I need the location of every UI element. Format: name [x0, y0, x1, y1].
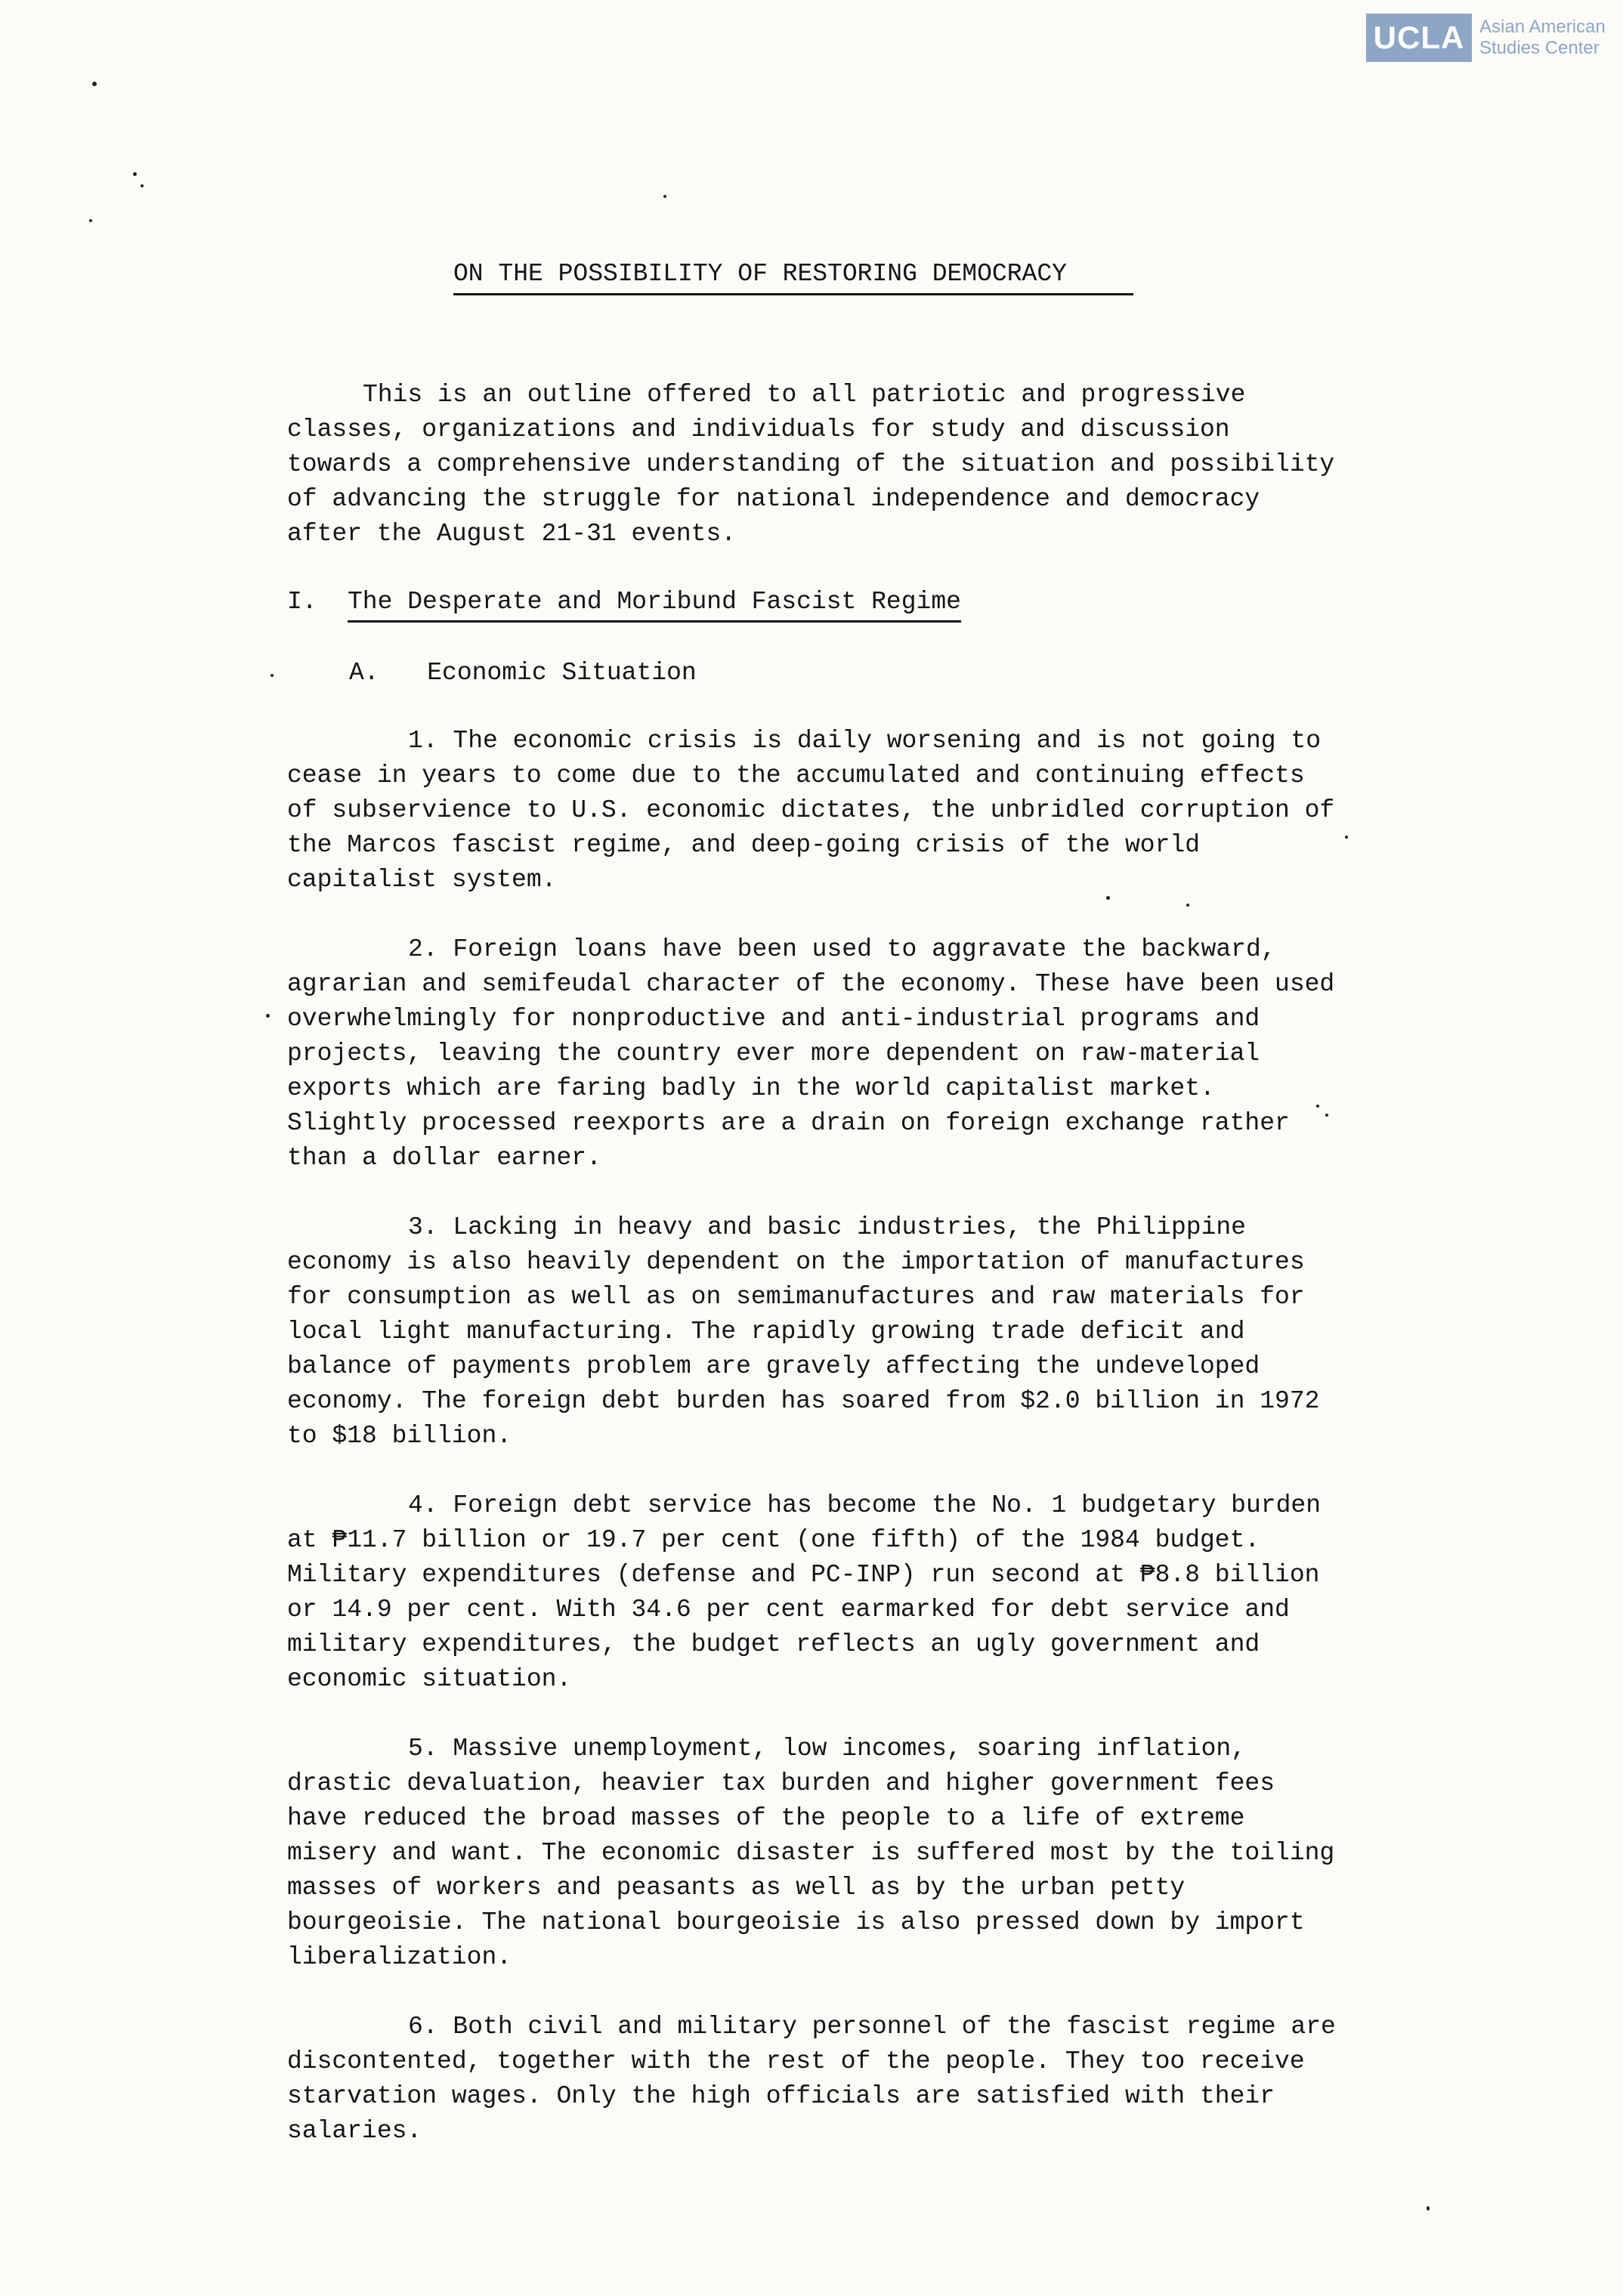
numbered-paragraph: 4. Foreign debt service has become the No. 1 budgetary burden at ₱11.7 billion or 19.7 per cent (one fifth) of the 1984 budget. Military expenditures (defense and PC-INP) run second at ₱8.8 billion or 14.9 per cent. With 34.6 per cent earmarked for debt service and military expenditures, the budget reflects an ugly government and economic situation.: [287, 1491, 1321, 1693]
scan-speck: [92, 82, 97, 86]
reverse-side-show-through: [302, 121, 1436, 190]
subsection-label: A.: [349, 659, 379, 687]
document-body: [287, 257, 1337, 2149]
archive-watermark: [1366, 14, 1606, 62]
subsection-heading: [287, 656, 1337, 691]
subsection-title: Economic Situation: [427, 659, 697, 687]
section-heading: [287, 585, 1337, 623]
center-name-line1: Asian American: [1479, 17, 1606, 37]
numbered-paragraph: 6. Both civil and military personnel of the fascist regime are discontented, together with the rest of the people. They too receive starvation wages. Only the high officials are satisfied with their salaries.: [287, 2013, 1336, 2145]
title-block: [287, 257, 1337, 302]
numbered-paragraph: 5. Massive unemployment, low incomes, soaring inflation, drastic devaluation, heavier tax burden and higher government fees have reduced the broad masses of the people to a life of extreme misery and want. The economic disaster is suffered most by the toiling masses of workers and peasants as well as by the urban petty bourgeoisie. The national bourgeoisie is also pressed down by import liberalization.: [287, 1735, 1335, 1971]
scan-speck: [133, 172, 137, 176]
center-name: [1479, 17, 1606, 59]
scan-speck: [89, 219, 92, 222]
scan-speck: [1427, 2206, 1430, 2211]
scan-speck: [1345, 836, 1348, 839]
numbered-paragraph: 1. The economic crisis is daily worsening and is not going to cease in years to come due to the accumulated and continuing effects of subservience to U.S. economic dictates, the unbridled corruption of the Marcos fascist regime, and deep-going crisis of the world capitalist system.: [287, 727, 1335, 894]
scan-speck: [141, 184, 144, 187]
scan-speck: [663, 195, 666, 198]
center-name-line2: Studies Center: [1479, 38, 1600, 58]
section-numeral: I.: [287, 588, 317, 616]
numbered-paragraph: 2. Foreign loans have been used to aggravate the backward, agrarian and semifeudal character of the economy. These have been used overwhelmingly for nonproductive and anti-industrial programs and projects, leaving the country ever more dependent on raw-material exports which are faring badly in the world capitalist market. Slightly processed reexports are a drain on foreign exchange rather than a dollar earner.: [287, 935, 1335, 1172]
ucla-logo: UCLA: [1366, 14, 1472, 62]
scan-speck: [266, 1014, 270, 1018]
intro-paragraph: This is an outline offered to all patriotic and progressive classes, organizations and individuals for study and discussion towards a comprehensive understanding of the situation and possibility of advancing the struggle for national independence and democracy after the August 21-31 events.: [287, 381, 1335, 548]
section-title: The Desperate and Moribund Fascist Regime: [348, 585, 961, 623]
numbered-paragraph: 3. Lacking in heavy and basic industries, the Philippine economy is also heavily dependent on the importation of manufactures for consumption as well as on semimanufactures and raw materials for local light manufacturing. The rapidly growing trade deficit and balance of payments problem are gravely affecting the undeveloped economy. The foreign debt burden has soared from $2.0 billion in 1972 to $18 billion.: [287, 1213, 1320, 1450]
page-title: ON THE POSSIBILITY OF RESTORING DEMOCRACY: [453, 257, 1133, 295]
scan-speck: [270, 674, 274, 677]
